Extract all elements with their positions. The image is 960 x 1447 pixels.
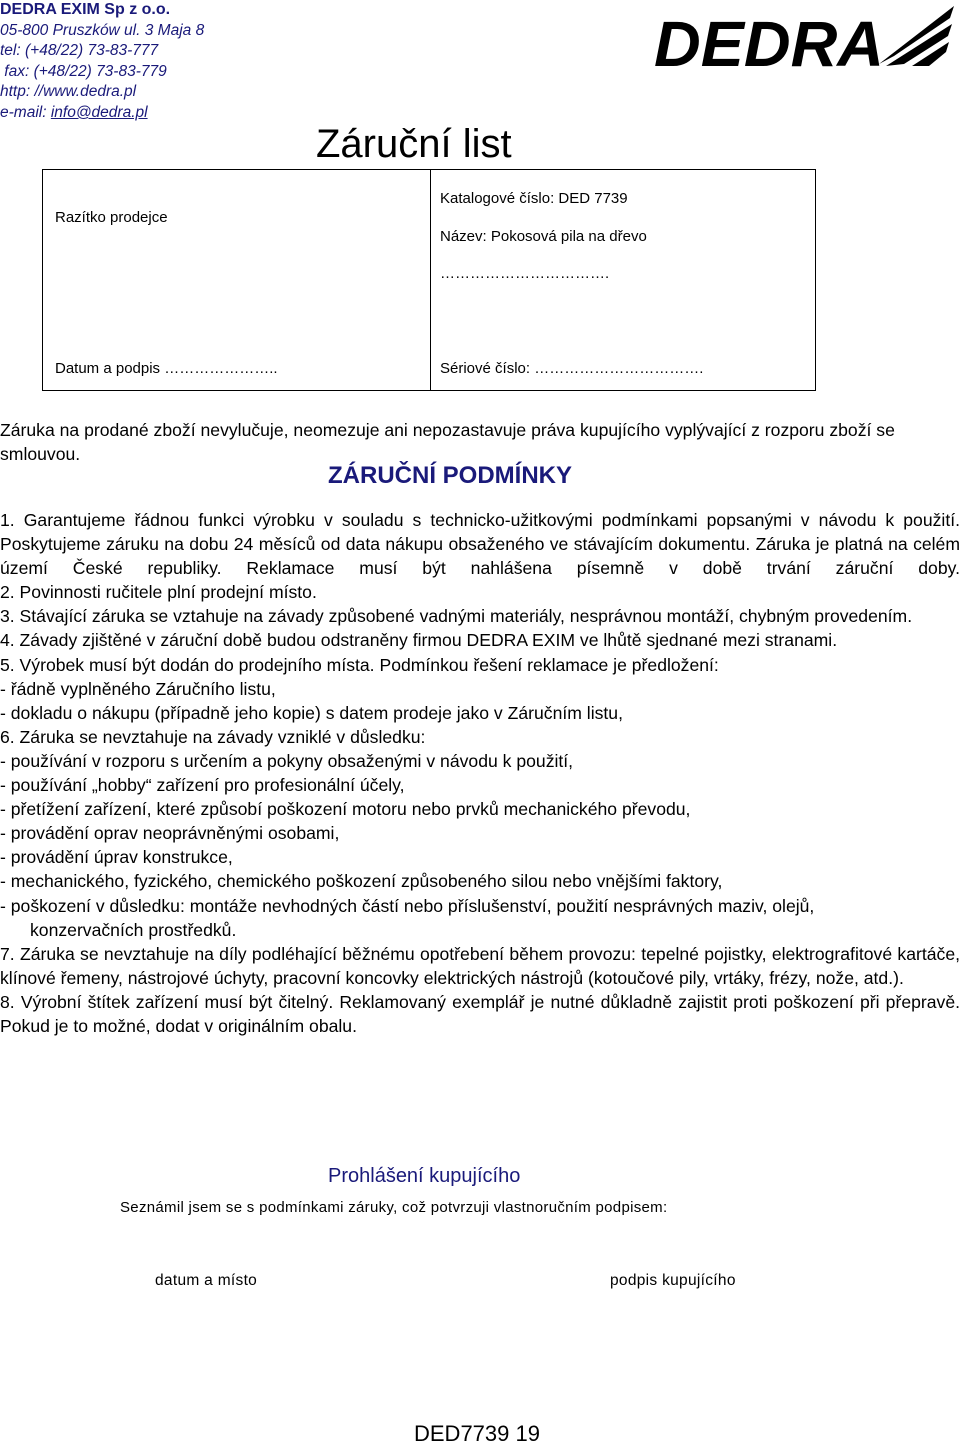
logo-wordmark: DEDRA [654,8,884,72]
company-address: 05-800 Pruszków ul. 3 Maja 8 [0,21,205,39]
term-6-item-6: - mechanického, fyzického, chemického poškození způsobeného silou nebo vnějšími faktory, [0,871,723,892]
intro-text: Záruka na prodané zboží nevylučuje, neomezuje ani nepozastavuje práva kupujícího vyplývající z rozporu zboží se smlouvou. [0,420,895,465]
declaration-text: Seznámil jsem se s podmínkami záruky, což potvrzuji vlastnoručním podpisem: [120,1199,668,1216]
dedra-logo [654,4,958,72]
term-5: 5. Výrobek musí být dodán do prodejního místa. Podmínkou řešení reklamace je předložení: [0,654,719,675]
terms-list [0,508,960,1038]
company-tel: tel: (+48/22) 73-83-777 [0,42,159,60]
dots-line: ……………………………. [440,265,610,282]
term-6-item-7: - poškození v důsledku: montáže nevhodných částí nebo příslušenství, použití nesprávných maziv, olejů, [0,895,815,916]
term-3: 3. Stávající záruka se vztahuje na závady způsobené vadnými materiály, nesprávnou montáží, chybným provedením. [0,606,913,627]
company-email-line [0,103,204,124]
warranty-box [42,169,816,391]
buyer-signature-label: podpis kupujícího [610,1272,736,1289]
term-1: 1. Garantujeme řádnou funkci výrobku v souladu s technicko-užitkovými podmínkami popsanými v návodu k použití. Poskytujeme záruku na dobu 24 měsíců od data nákupu obsaženého ve stávajícím dokumentu. Záruka je platná na celém území České republiky. Reklamace musí být nahlášena písemně v době trvání záruční doby. [0,510,960,579]
date-place-label: datum a místo [155,1272,258,1289]
term-7: 7. Záruka se nevztahuje na díly podléhající běžnému opotřebení během provozu: tepelné pojistky, elektrografitové kartáče, klínové řemeny, nástrojové úchyty, pracovní koncovky elektrických nástrojů (kotoučové pily, vrtáky, frézy, nože, atd.). [0,943,960,988]
product-name: Název: Pokosová pila na dřevo [440,228,647,245]
logo-wing-icon [879,6,954,66]
company-fax: fax: (+48/22) 73-83-779 [0,62,167,80]
box-divider [430,170,431,390]
term-4: 4. Závady zjištěné v záruční době budou odstraněny firmou DEDRA EXIM ve lhůtě sjednané mezi stranami. [0,630,838,651]
term-6-item-4: - provádění oprav neoprávněnými osobami, [0,823,340,844]
catalog-number: Katalogové číslo: DED 7739 [440,190,628,207]
term-8: 8. Výrobní štítek zařízení musí být čitelný. Reklamovaný exemplář je nutné důkladně zajistit proti poškození při přepravě. Pokud je to možné, dodat v originálním obalu. [0,991,960,1036]
company-web: http: //www.dedra.pl [0,83,137,101]
term-6: 6. Záruka se nevztahuje na závady vzniklé v důsledku: [0,726,426,747]
date-sign-field: Datum a podpis ………………….. [55,360,278,377]
serial-number-field: Sériové číslo: ……………………………. [440,360,704,377]
company-email-link[interactable]: info@dedra.pl [50,103,148,121]
term-6-item-2: - používání „hobby“ zařízení pro profesionální účely, [0,775,405,796]
company-info [0,0,204,124]
company-name: DEDRA EXIM Sp z o.o. [0,1,171,18]
stamp-label: Razítko prodejce [55,209,168,226]
term-6-item-1: - používání v rozporu s určením a pokyny obsaženými v návodu k použití, [0,750,574,771]
term-6-item-5: - provádění úprav konstrukce, [0,847,233,868]
company-email-prefix: e-mail: [0,103,51,121]
declaration-title: Prohlášení kupujícího [328,1165,521,1187]
term-5-item-1: - řádně vyplněného Záručního listu, [0,678,276,699]
term-6-item-7-cont: konzervačních prostředků. [30,919,237,940]
conditions-heading: ZÁRUČNÍ PODMÍNKY [328,462,572,489]
footer-code: DED7739 19 [414,1421,540,1446]
term-6-item-3: - přetížení zařízení, které způsobí poškození motoru nebo prvků mechanického převodu, [0,799,691,820]
term-5-item-2: - dokladu o nákupu (případně jeho kopie) s datem prodeje jako v Záručním listu, [0,702,623,723]
term-2: 2. Povinnosti ručitele plní prodejní místo. [0,582,317,603]
page-title: Záruční list [316,122,512,166]
